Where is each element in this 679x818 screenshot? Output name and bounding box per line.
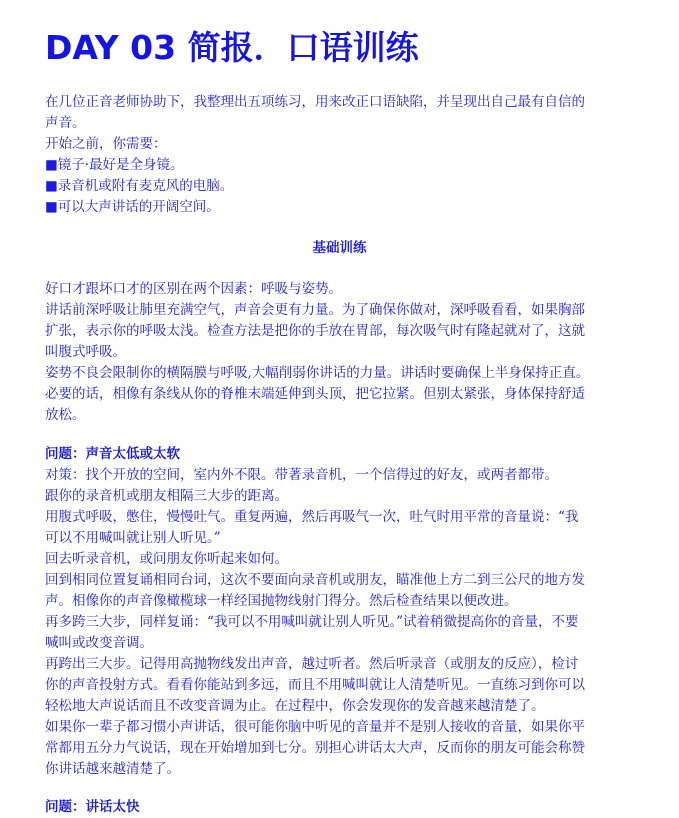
problem-section-1 <box>45 444 605 780</box>
paragraph-line: 必要的话，相像有条线从你的脊椎末端延伸到头顶，把它拉紧。但别太紧张，身体保持舒适 <box>45 386 585 402</box>
page-title: DAY 03 简报．口语训练 <box>45 28 419 67</box>
paragraph-line: 扩张，表示你的呼吸太浅。检查方法是把你的手放在胃部，每次吸气时有隆起就对了，这就 <box>45 323 585 339</box>
paragraph-line: 你讲话越来越清楚了。 <box>45 761 180 777</box>
problem-heading: 问题：声音太低或太软 <box>45 446 180 462</box>
paragraph-line: 好口才跟坏口才的区别在两个因素：呼吸与姿势。 <box>45 281 342 297</box>
requirement-item: ■可以大声讲话的开阔空间。 <box>45 199 220 215</box>
paragraph-line: 跟你的录音机或朋友相隔三大步的距离。 <box>45 488 288 504</box>
paragraph-line: 姿势不良会限制你的横隔膜与呼吸,大幅削弱你讲话的力量。讲话时要确保上半身保持正直。 <box>45 365 590 381</box>
paragraph-line: 可以不用喊叫就让别人听见。” <box>45 530 221 546</box>
paragraph-line: 讲话前深呼吸让肺里充满空气，声音会更有力量。为了确保你做对，深呼吸看看，如果胸部 <box>45 302 585 318</box>
paragraph-line: 叫腹式呼吸。 <box>45 344 126 360</box>
paragraph-line: 轻松地大声说话而且不改变音调为止。在过程中，你会发现你的发音越来越清楚了。 <box>45 698 545 714</box>
requirement-item: ■镜子·最好是全身镜。 <box>45 157 184 173</box>
paragraph-line: 回到相同位置复诵相同台词，这次不要面向录音机或朋友，瞄准他上方二到三公尺的地方发 <box>45 572 585 588</box>
problem-section-2 <box>45 797 605 818</box>
paragraph-line: 再多跨三大步，同样复诵：“我可以不用喊叫就让别人听见。”试着稍微提高你的音量，不要 <box>45 614 579 630</box>
problem-heading: 问题：讲话太快 <box>45 799 140 815</box>
paragraph-line: 如果你一辈子都习惯小声讲话，很可能你脑中听见的音量并不是别人接收的音量，如果你平 <box>45 719 585 735</box>
paragraph-line: 常都用五分力气说话，现在开始增加到七分。别担心讲话太大声，反而你的朋友可能会称赞 <box>45 740 585 756</box>
paragraph-line: 放松。 <box>45 407 86 423</box>
intro-before: 开始之前，你需要： <box>45 136 167 152</box>
intro-section <box>45 92 605 218</box>
requirement-item: ■录音机或附有麦克风的电脑。 <box>45 178 234 194</box>
intro-line: 在几位正音老师协助下，我整理出五项练习，用来改正口语缺陷，并呈现出自己最有自信的 <box>45 94 585 110</box>
paragraph-line: 你的声音投射方式。看看你能站到多远，而且不用喊叫就让人清楚听见。一直练习到你可以 <box>45 677 585 693</box>
paragraph-line: 喊叫或改变音调。 <box>45 635 153 651</box>
basic-training-section <box>45 279 605 426</box>
basic-training-heading: 基础训练 <box>312 240 367 256</box>
paragraph-line: 回去听录音机，或问朋友你听起来如何。 <box>45 551 288 567</box>
paragraph-line: 声。相像你的声音像橄榄球一样经国抛物线射门得分。然后检查结果以便改进。 <box>45 593 518 609</box>
paragraph-line: 用腹式呼吸，憋住，慢慢吐气。重复两遍，然后再吸气一次，吐气时用平常的音量说：“我 <box>45 509 579 525</box>
paragraph-line: 对策：找个开放的空间，室内外不限。带著录音机，一个信得过的好友，或两者都带。 <box>45 467 558 483</box>
paragraph-line: 再跨出三大步。记得用高抛物线发出声音，越过听者。然后听录音（或朋友的反应），检讨 <box>45 656 579 672</box>
intro-line: 声音。 <box>45 115 86 131</box>
